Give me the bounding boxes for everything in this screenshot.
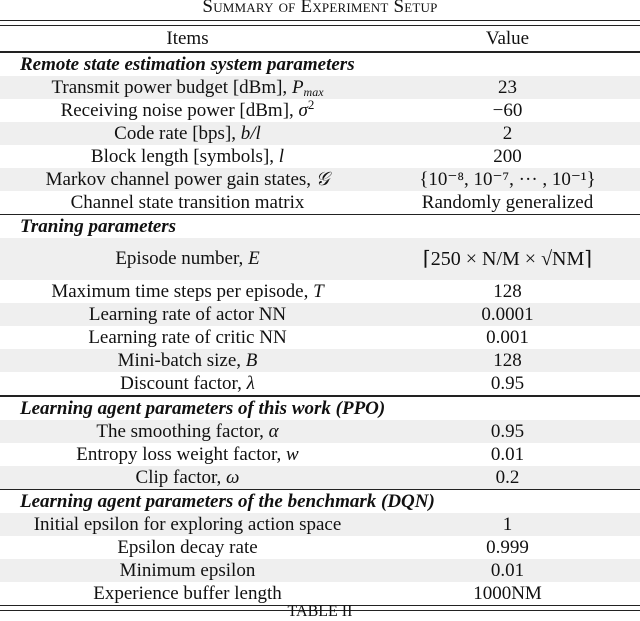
item-label: The smoothing factor,: [96, 420, 269, 442]
row-value: Randomly generalized: [421, 191, 594, 213]
item-label: Mini-batch size,: [117, 350, 246, 371]
item-label: Receiving noise power [dBm],: [60, 99, 299, 121]
item-label: Maximum time steps per episode,: [51, 281, 314, 302]
row-value: 1000NM: [473, 583, 542, 604]
header-items: Items: [166, 28, 209, 49]
item-label: Learning rate of actor NN: [88, 304, 287, 325]
row-item: [0, 191, 375, 214]
table-row: [0, 372, 640, 395]
table-row: [0, 466, 640, 489]
row-item: [0, 372, 375, 395]
item-symbol: P: [291, 76, 304, 98]
row-item: [0, 513, 375, 536]
row-value: −60: [492, 99, 523, 121]
section-title: Remote state estimation system parameters: [20, 53, 355, 75]
row-value: 0.2: [495, 466, 520, 488]
item-label: Episode number,: [115, 248, 249, 269]
table-row: [0, 145, 640, 168]
header-row: [0, 26, 640, 51]
item-label: Minimum epsilon: [119, 560, 256, 581]
table-row: [0, 349, 640, 372]
section-title: Learning agent parameters of the benchmark (DQN): [20, 491, 435, 512]
item-label: Clip factor,: [135, 466, 227, 488]
item-label: Experience buffer length: [93, 583, 282, 604]
item-symbol: E: [248, 248, 260, 269]
table-row: [0, 191, 640, 214]
row-item: [0, 145, 375, 168]
row-value: 0.01: [490, 560, 525, 581]
table-row: [0, 536, 640, 559]
item-label: Code rate [bps],: [114, 122, 241, 144]
row-value: [375, 238, 640, 280]
row-value: 0.0001: [481, 304, 534, 325]
row-value: 128: [493, 350, 522, 371]
table-row: [0, 513, 640, 536]
row-value: 0.95: [490, 420, 525, 442]
item-label: Entropy loss weight factor,: [76, 443, 287, 465]
table-row: [0, 122, 640, 145]
section-title: Learning agent parameters of this work (PPO): [20, 397, 386, 419]
item-label: Block length [symbols],: [90, 145, 279, 167]
item-symbol-superscript: 2: [307, 96, 315, 112]
item-label: Transmit power budget [dBm],: [51, 76, 292, 98]
row-value: 0.01: [490, 443, 525, 465]
row-item: [0, 326, 375, 349]
table-row: [0, 168, 640, 191]
row-item: [0, 96, 375, 122]
item-symbol: b/l: [240, 122, 261, 144]
row-value: 0.001: [486, 327, 529, 348]
row-item: [0, 238, 375, 280]
table-row: [0, 96, 640, 122]
table-row: [0, 559, 640, 582]
experiment-setup-table: [0, 20, 640, 611]
episode-formula: ⌈250 × N/M × √NM⌉: [422, 248, 593, 270]
row-item: [0, 122, 375, 145]
table-row: [0, 238, 640, 280]
table-row: [0, 582, 640, 605]
row-item: [0, 280, 375, 303]
row-value: 0.95: [490, 373, 525, 394]
row-item: [0, 349, 375, 372]
row-value: {10⁻⁸, 10⁻⁷, ··· , 10⁻¹}: [419, 168, 596, 190]
item-symbol: T: [313, 281, 324, 302]
item-symbol: σ: [298, 99, 308, 121]
next-table-label: TABLE II: [287, 603, 353, 620]
row-item: [0, 559, 375, 582]
item-label: Discount factor,: [120, 373, 247, 394]
row-item: [0, 443, 375, 466]
row-item: [0, 76, 375, 99]
item-symbol: λ: [246, 373, 255, 394]
row-item: [0, 303, 375, 326]
item-symbol-subscript: max: [303, 84, 324, 99]
row-value: 200: [493, 145, 522, 167]
row-value: 128: [493, 281, 522, 302]
table-row: [0, 420, 640, 443]
item-label: Epsilon decay rate: [117, 537, 258, 558]
row-item: [0, 582, 375, 605]
table-row: [0, 303, 640, 326]
item-symbol: l: [278, 145, 285, 167]
table-row: [0, 443, 640, 466]
item-label: Learning rate of critic NN: [88, 327, 287, 348]
table-row: [0, 76, 640, 99]
row-value: 2: [502, 122, 513, 144]
item-symbol: B: [245, 350, 258, 371]
item-label: Initial epsilon for exploring action space: [33, 514, 342, 535]
item-symbol: w: [286, 443, 299, 465]
item-label: Channel state transition matrix: [70, 191, 305, 213]
table-row: [0, 326, 640, 349]
row-value: 1: [502, 514, 513, 535]
table-row: [0, 280, 640, 303]
item-label: Markov channel power gain states,: [45, 168, 316, 190]
item-symbol: ω: [226, 466, 240, 488]
table-body: [0, 53, 640, 606]
row-item: [0, 420, 375, 443]
header-value: Value: [485, 28, 530, 49]
item-symbol: 𝒢: [315, 168, 330, 190]
row-value: 23: [498, 76, 517, 98]
table-caption: Summary of Experiment Setup: [202, 0, 438, 17]
item-symbol: α: [268, 420, 279, 442]
row-item: [0, 168, 375, 191]
row-item: [0, 536, 375, 559]
row-value: 0.999: [486, 537, 529, 558]
section-title: Traning parameters: [20, 216, 177, 237]
row-item: [0, 466, 375, 489]
